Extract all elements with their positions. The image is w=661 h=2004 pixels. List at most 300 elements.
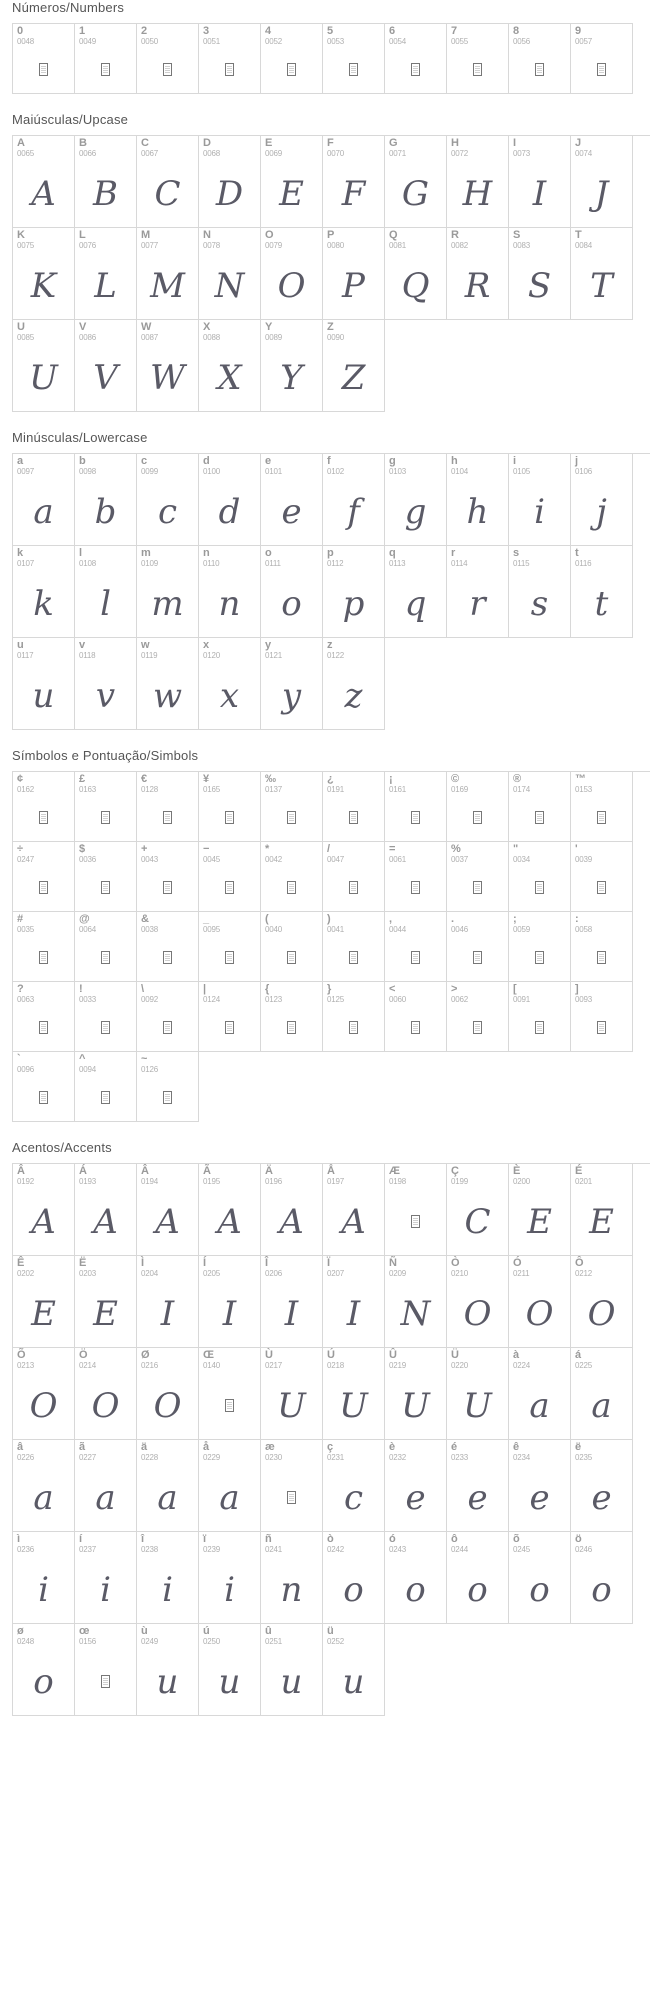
glyph-cell[interactable]: [199, 912, 261, 982]
glyph-character: Ê: [17, 1257, 25, 1269]
glyph-cell[interactable]: [75, 1052, 137, 1122]
glyph-code: 0205: [203, 1268, 220, 1278]
glyph-cell[interactable]: [75, 1348, 137, 1440]
glyph-character: 8: [513, 25, 520, 37]
glyph-cell[interactable]: [323, 638, 385, 730]
glyph-render: [75, 1652, 136, 1711]
missing-glyph-icon: [349, 881, 358, 894]
glyph-render: [75, 798, 136, 837]
glyph-meta: [513, 548, 529, 568]
glyph-code: 0095: [203, 924, 220, 934]
glyph-character: Ã: [203, 1165, 211, 1177]
glyph-cell[interactable]: [447, 1348, 509, 1440]
glyph-cell[interactable]: [323, 24, 385, 94]
glyph-meta: [513, 230, 530, 250]
glyph-cell[interactable]: [199, 228, 261, 320]
glyph-cell[interactable]: [385, 842, 447, 912]
glyph-cell[interactable]: [261, 546, 323, 638]
glyph-character: c: [141, 455, 148, 467]
glyph-cell[interactable]: [13, 1532, 75, 1624]
glyph-character: 5: [327, 25, 334, 37]
glyph-cell[interactable]: [509, 24, 571, 94]
glyph-meta: [513, 984, 530, 1004]
glyph-cell[interactable]: [137, 320, 199, 412]
glyph-cell[interactable]: [571, 1348, 633, 1440]
glyph-cell[interactable]: [13, 1052, 75, 1122]
glyph-cell[interactable]: [447, 1256, 509, 1348]
glyph-cell[interactable]: [323, 1164, 385, 1256]
glyph-cell[interactable]: [571, 912, 633, 982]
glyph-code: 0101: [265, 466, 282, 476]
glyph-cell[interactable]: [13, 638, 75, 730]
glyph-code: 0089: [265, 332, 282, 342]
glyph-cell[interactable]: [75, 136, 137, 228]
glyph-cell[interactable]: [447, 546, 509, 638]
glyph-cell[interactable]: [13, 24, 75, 94]
glyph-code: 0086: [79, 332, 96, 342]
glyph-cell[interactable]: [137, 772, 199, 842]
glyph-cell[interactable]: [13, 136, 75, 228]
glyph-meta: [451, 548, 467, 568]
glyph-cell[interactable]: [385, 546, 447, 638]
glyph-meta: [265, 138, 282, 158]
glyph-cell[interactable]: [323, 912, 385, 982]
glyph-cell[interactable]: [261, 1440, 323, 1532]
glyph-character: w: [141, 639, 150, 651]
glyph-cell[interactable]: [509, 772, 571, 842]
glyph-cell[interactable]: [13, 982, 75, 1052]
glyph-cell[interactable]: [323, 1256, 385, 1348]
glyph-meta: [327, 1258, 344, 1278]
glyph-cell[interactable]: [261, 1348, 323, 1440]
glyph-cell[interactable]: [509, 1256, 571, 1348]
glyph-render: O: [587, 1293, 616, 1334]
glyph-code: 0122: [327, 650, 344, 660]
glyph-render: O: [525, 1293, 554, 1334]
glyph-cell[interactable]: [13, 1348, 75, 1440]
glyph-code: 0165: [203, 784, 220, 794]
glyph-meta: [79, 138, 96, 158]
glyph-cell[interactable]: [75, 912, 137, 982]
missing-glyph-icon: [597, 951, 606, 964]
glyph-cell[interactable]: [323, 772, 385, 842]
glyph-render: O: [463, 1293, 492, 1334]
glyph-section-symbols: [0, 748, 661, 1122]
glyph-cell[interactable]: [447, 136, 509, 228]
glyph-character: $: [79, 843, 86, 855]
glyph-cell[interactable]: [13, 228, 75, 320]
glyph-meta: [265, 1626, 282, 1646]
glyph-render: o: [343, 1569, 364, 1610]
missing-glyph-icon: [535, 881, 544, 894]
glyph-meta: [203, 1258, 220, 1278]
glyph-cell[interactable]: [385, 1440, 447, 1532]
glyph-code: 0037: [451, 854, 468, 864]
glyph-cell[interactable]: [261, 1532, 323, 1624]
glyph-character: X: [203, 321, 211, 333]
glyph-cell[interactable]: [323, 454, 385, 546]
glyph-code: 0234: [513, 1452, 530, 1462]
glyph-code: 0227: [79, 1452, 96, 1462]
glyph-cell[interactable]: [385, 1164, 447, 1256]
glyph-meta: [141, 1626, 158, 1646]
glyph-cell[interactable]: [137, 454, 199, 546]
glyph-meta: [513, 844, 530, 864]
glyph-cell[interactable]: [509, 982, 571, 1052]
glyph-meta: [389, 230, 406, 250]
glyph-cell[interactable]: [509, 136, 571, 228]
glyph-cell[interactable]: [137, 1052, 199, 1122]
glyph-cell[interactable]: [137, 1532, 199, 1624]
glyph-render: [385, 938, 446, 977]
glyph-character: S: [513, 229, 521, 241]
glyph-cell[interactable]: [509, 1348, 571, 1440]
glyph-cell[interactable]: [571, 1164, 633, 1256]
glyph-meta: [265, 26, 282, 46]
glyph-character: #: [17, 913, 24, 925]
glyph-cell[interactable]: [509, 1532, 571, 1624]
glyph-cell[interactable]: [13, 454, 75, 546]
glyph-character: :: [575, 913, 579, 925]
glyph-meta: [141, 844, 158, 864]
glyph-cell[interactable]: [199, 1256, 261, 1348]
glyph-render: [385, 868, 446, 907]
glyph-render: L: [94, 265, 117, 306]
glyph-cell[interactable]: [447, 842, 509, 912]
glyph-cell[interactable]: [199, 546, 261, 638]
glyph-cell[interactable]: [261, 1256, 323, 1348]
glyph-cell[interactable]: [75, 546, 137, 638]
glyph-cell[interactable]: [323, 1532, 385, 1624]
glyph-meta: [79, 1350, 96, 1370]
missing-glyph-icon: [163, 1021, 172, 1034]
glyph-grid: [12, 135, 650, 412]
glyph-cell[interactable]: [199, 982, 261, 1052]
glyph-cell[interactable]: [323, 228, 385, 320]
glyph-cell[interactable]: [509, 228, 571, 320]
glyph-meta: [451, 230, 468, 250]
glyph-cell[interactable]: [571, 228, 633, 320]
glyph-cell[interactable]: [447, 1532, 509, 1624]
missing-glyph-icon: [163, 1091, 172, 1104]
glyph-cell[interactable]: [509, 454, 571, 546]
glyph-cell[interactable]: [199, 638, 261, 730]
glyph-character: Z: [327, 321, 334, 333]
glyph-cell[interactable]: [447, 228, 509, 320]
glyph-cell[interactable]: [75, 1532, 137, 1624]
glyph-cell[interactable]: [447, 1440, 509, 1532]
glyph-cell[interactable]: [199, 1624, 261, 1716]
glyph-cell[interactable]: [509, 842, 571, 912]
glyph-cell[interactable]: [571, 1256, 633, 1348]
glyph-meta: [79, 230, 96, 250]
glyph-render: a: [157, 1477, 178, 1518]
glyph-cell[interactable]: [261, 1164, 323, 1256]
glyph-cell[interactable]: [261, 24, 323, 94]
glyph-code: 0110: [203, 558, 220, 568]
glyph-cell[interactable]: [509, 1440, 571, 1532]
glyph-character: ‰: [265, 773, 276, 785]
glyph-meta: [265, 914, 282, 934]
glyph-cell[interactable]: [137, 1256, 199, 1348]
missing-glyph-icon: [411, 1021, 420, 1034]
glyph-cell[interactable]: [13, 912, 75, 982]
missing-glyph-icon: [287, 881, 296, 894]
glyph-cell[interactable]: [75, 842, 137, 912]
glyph-render: [137, 50, 198, 89]
glyph-code: 0217: [265, 1360, 282, 1370]
glyph-meta: [17, 322, 34, 342]
glyph-meta: [575, 914, 592, 934]
glyph-render: o: [281, 583, 302, 624]
glyph-cell[interactable]: [13, 1256, 75, 1348]
glyph-cell[interactable]: [385, 912, 447, 982]
glyph-character: £: [79, 773, 86, 785]
glyph-render: I: [284, 1293, 299, 1334]
glyph-character: k: [17, 547, 24, 559]
glyph-cell[interactable]: [13, 1164, 75, 1256]
glyph-meta: [141, 456, 158, 476]
glyph-cell[interactable]: [199, 1532, 261, 1624]
glyph-code: 0064: [79, 924, 96, 934]
glyph-cell[interactable]: [199, 772, 261, 842]
glyph-cell[interactable]: [571, 842, 633, 912]
glyph-cell[interactable]: [199, 136, 261, 228]
glyph-cell[interactable]: [199, 454, 261, 546]
missing-glyph-icon: [101, 63, 110, 76]
glyph-cell[interactable]: [75, 772, 137, 842]
glyph-cell[interactable]: [571, 982, 633, 1052]
glyph-cell[interactable]: [571, 24, 633, 94]
glyph-character: s: [513, 547, 520, 559]
glyph-cell[interactable]: [571, 546, 633, 638]
glyph-character: ä: [141, 1441, 148, 1453]
glyph-render: [199, 1376, 260, 1435]
glyph-cell[interactable]: [137, 24, 199, 94]
glyph-cell[interactable]: [385, 1532, 447, 1624]
glyph-render: [447, 868, 508, 907]
glyph-render: [137, 1008, 198, 1047]
glyph-cell[interactable]: [571, 136, 633, 228]
glyph-meta: [203, 456, 220, 476]
glyph-render: C: [464, 1201, 491, 1242]
glyph-meta: [141, 26, 158, 46]
glyph-cell[interactable]: [323, 842, 385, 912]
glyph-cell[interactable]: [323, 546, 385, 638]
glyph-cell[interactable]: [385, 454, 447, 546]
glyph-render: [13, 1008, 74, 1047]
glyph-cell[interactable]: [75, 24, 137, 94]
glyph-render: [447, 938, 508, 977]
glyph-character: ¿: [327, 773, 334, 785]
glyph-cell[interactable]: [75, 1440, 137, 1532]
glyph-cell[interactable]: [75, 228, 137, 320]
glyph-cell[interactable]: [447, 24, 509, 94]
glyph-code: 0204: [141, 1268, 158, 1278]
glyph-cell[interactable]: [447, 912, 509, 982]
glyph-meta: [79, 1442, 96, 1462]
glyph-render: w: [152, 675, 183, 716]
missing-glyph-icon: [101, 1675, 110, 1688]
glyph-character: /: [327, 843, 331, 855]
glyph-cell[interactable]: [137, 842, 199, 912]
glyph-cell[interactable]: [137, 136, 199, 228]
glyph-cell[interactable]: [13, 1624, 75, 1716]
missing-glyph-icon: [535, 1021, 544, 1034]
glyph-cell[interactable]: [261, 228, 323, 320]
glyph-meta: [513, 914, 530, 934]
glyph-cell[interactable]: [261, 320, 323, 412]
glyph-cell[interactable]: [137, 1440, 199, 1532]
glyph-cell[interactable]: [261, 454, 323, 546]
glyph-cell[interactable]: [509, 1164, 571, 1256]
glyph-cell[interactable]: [261, 638, 323, 730]
glyph-cell[interactable]: [75, 320, 137, 412]
glyph-meta: [451, 1534, 468, 1554]
glyph-meta: [79, 548, 96, 568]
glyph-cell[interactable]: [385, 228, 447, 320]
missing-glyph-icon: [163, 811, 172, 824]
glyph-render: E: [279, 173, 304, 214]
glyph-meta: [203, 844, 220, 864]
glyph-cell[interactable]: [261, 982, 323, 1052]
glyph-cell[interactable]: [261, 912, 323, 982]
missing-glyph-icon: [287, 811, 296, 824]
glyph-meta: [17, 456, 34, 476]
glyph-character: −: [203, 843, 210, 855]
glyph-cell[interactable]: [323, 1440, 385, 1532]
glyph-cell[interactable]: [385, 1348, 447, 1440]
glyph-cell[interactable]: [261, 1624, 323, 1716]
glyph-cell[interactable]: [137, 912, 199, 982]
glyph-code: 0124: [203, 994, 220, 1004]
glyph-code: 0193: [79, 1176, 96, 1186]
glyph-cell[interactable]: [571, 1532, 633, 1624]
glyph-cell[interactable]: [447, 1164, 509, 1256]
glyph-character: +: [141, 843, 148, 855]
glyph-character: Å: [327, 1165, 335, 1177]
glyph-cell[interactable]: [13, 320, 75, 412]
glyph-cell[interactable]: [447, 772, 509, 842]
glyph-cell[interactable]: [13, 842, 75, 912]
glyph-cell[interactable]: [385, 772, 447, 842]
missing-glyph-icon: [225, 63, 234, 76]
glyph-render: S: [527, 265, 552, 306]
glyph-cell[interactable]: [447, 454, 509, 546]
glyph-code: 0226: [17, 1452, 34, 1462]
glyph-cell[interactable]: [137, 546, 199, 638]
glyph-meta: [575, 1534, 592, 1554]
glyph-cell[interactable]: [385, 136, 447, 228]
glyph-code: 0042: [265, 854, 282, 864]
glyph-code: 0098: [79, 466, 96, 476]
glyph-cell[interactable]: [75, 454, 137, 546]
missing-glyph-icon: [473, 881, 482, 894]
glyph-code: 0081: [389, 240, 406, 250]
glyph-code: 0247: [17, 854, 34, 864]
glyph-cell[interactable]: [199, 320, 261, 412]
glyph-character: F: [327, 137, 334, 149]
glyph-cell[interactable]: [509, 546, 571, 638]
glyph-character: ©: [451, 773, 460, 785]
glyph-cell[interactable]: [199, 1440, 261, 1532]
glyph-render: u: [342, 1661, 365, 1702]
glyph-cell[interactable]: [323, 1348, 385, 1440]
glyph-code: 0237: [79, 1544, 96, 1554]
glyph-cell[interactable]: [13, 772, 75, 842]
glyph-character: %: [451, 843, 461, 855]
glyph-cell[interactable]: [75, 1164, 137, 1256]
glyph-meta: [451, 914, 468, 934]
glyph-cell[interactable]: [199, 842, 261, 912]
glyph-code: 0082: [451, 240, 468, 250]
glyph-render: [571, 798, 632, 837]
glyph-cell[interactable]: [137, 638, 199, 730]
glyph-cell[interactable]: [323, 320, 385, 412]
missing-glyph-icon: [287, 1021, 296, 1034]
glyph-cell[interactable]: [137, 982, 199, 1052]
glyph-cell[interactable]: [199, 1164, 261, 1256]
glyph-code: 0249: [141, 1636, 158, 1646]
glyph-render: [199, 868, 260, 907]
glyph-character: Õ: [17, 1349, 26, 1361]
glyph-cell[interactable]: [571, 1440, 633, 1532]
glyph-cell[interactable]: [137, 1164, 199, 1256]
glyph-render: b: [94, 491, 117, 532]
glyph-cell[interactable]: [75, 638, 137, 730]
glyph-code: 0106: [575, 466, 592, 476]
glyph-cell[interactable]: [323, 982, 385, 1052]
missing-glyph-icon: [101, 1091, 110, 1104]
glyph-meta: [451, 984, 468, 1004]
glyph-code: 0198: [389, 1176, 406, 1186]
glyph-character: {: [265, 983, 270, 995]
glyph-cell[interactable]: [13, 546, 75, 638]
glyph-code: 0084: [575, 240, 592, 250]
glyph-cell[interactable]: [137, 1348, 199, 1440]
glyph-cell[interactable]: [75, 1256, 137, 1348]
glyph-cell[interactable]: [385, 1256, 447, 1348]
glyph-cell[interactable]: [385, 982, 447, 1052]
glyph-cell[interactable]: [199, 1348, 261, 1440]
glyph-cell[interactable]: [447, 982, 509, 1052]
glyph-render: [447, 50, 508, 89]
glyph-cell[interactable]: [385, 24, 447, 94]
glyph-character: Œ: [203, 1349, 214, 1361]
glyph-cell[interactable]: [261, 842, 323, 912]
glyph-cell[interactable]: [75, 1624, 137, 1716]
glyph-cell[interactable]: [75, 982, 137, 1052]
glyph-cell[interactable]: [261, 772, 323, 842]
glyph-code: 0236: [17, 1544, 34, 1554]
glyph-code: 0049: [79, 36, 96, 46]
glyph-code: 0219: [389, 1360, 406, 1370]
glyph-cell[interactable]: [323, 1624, 385, 1716]
glyph-character: (: [265, 913, 269, 925]
glyph-cell[interactable]: [137, 1624, 199, 1716]
glyph-cell[interactable]: [261, 136, 323, 228]
glyph-cell[interactable]: [137, 228, 199, 320]
glyph-cell[interactable]: [323, 136, 385, 228]
glyph-cell[interactable]: [509, 912, 571, 982]
glyph-cell[interactable]: [571, 772, 633, 842]
glyph-cell[interactable]: [13, 1440, 75, 1532]
glyph-code: 0238: [141, 1544, 158, 1554]
glyph-cell[interactable]: [571, 454, 633, 546]
glyph-meta: [141, 640, 157, 660]
glyph-cell[interactable]: [199, 24, 261, 94]
glyph-meta: [575, 230, 592, 250]
